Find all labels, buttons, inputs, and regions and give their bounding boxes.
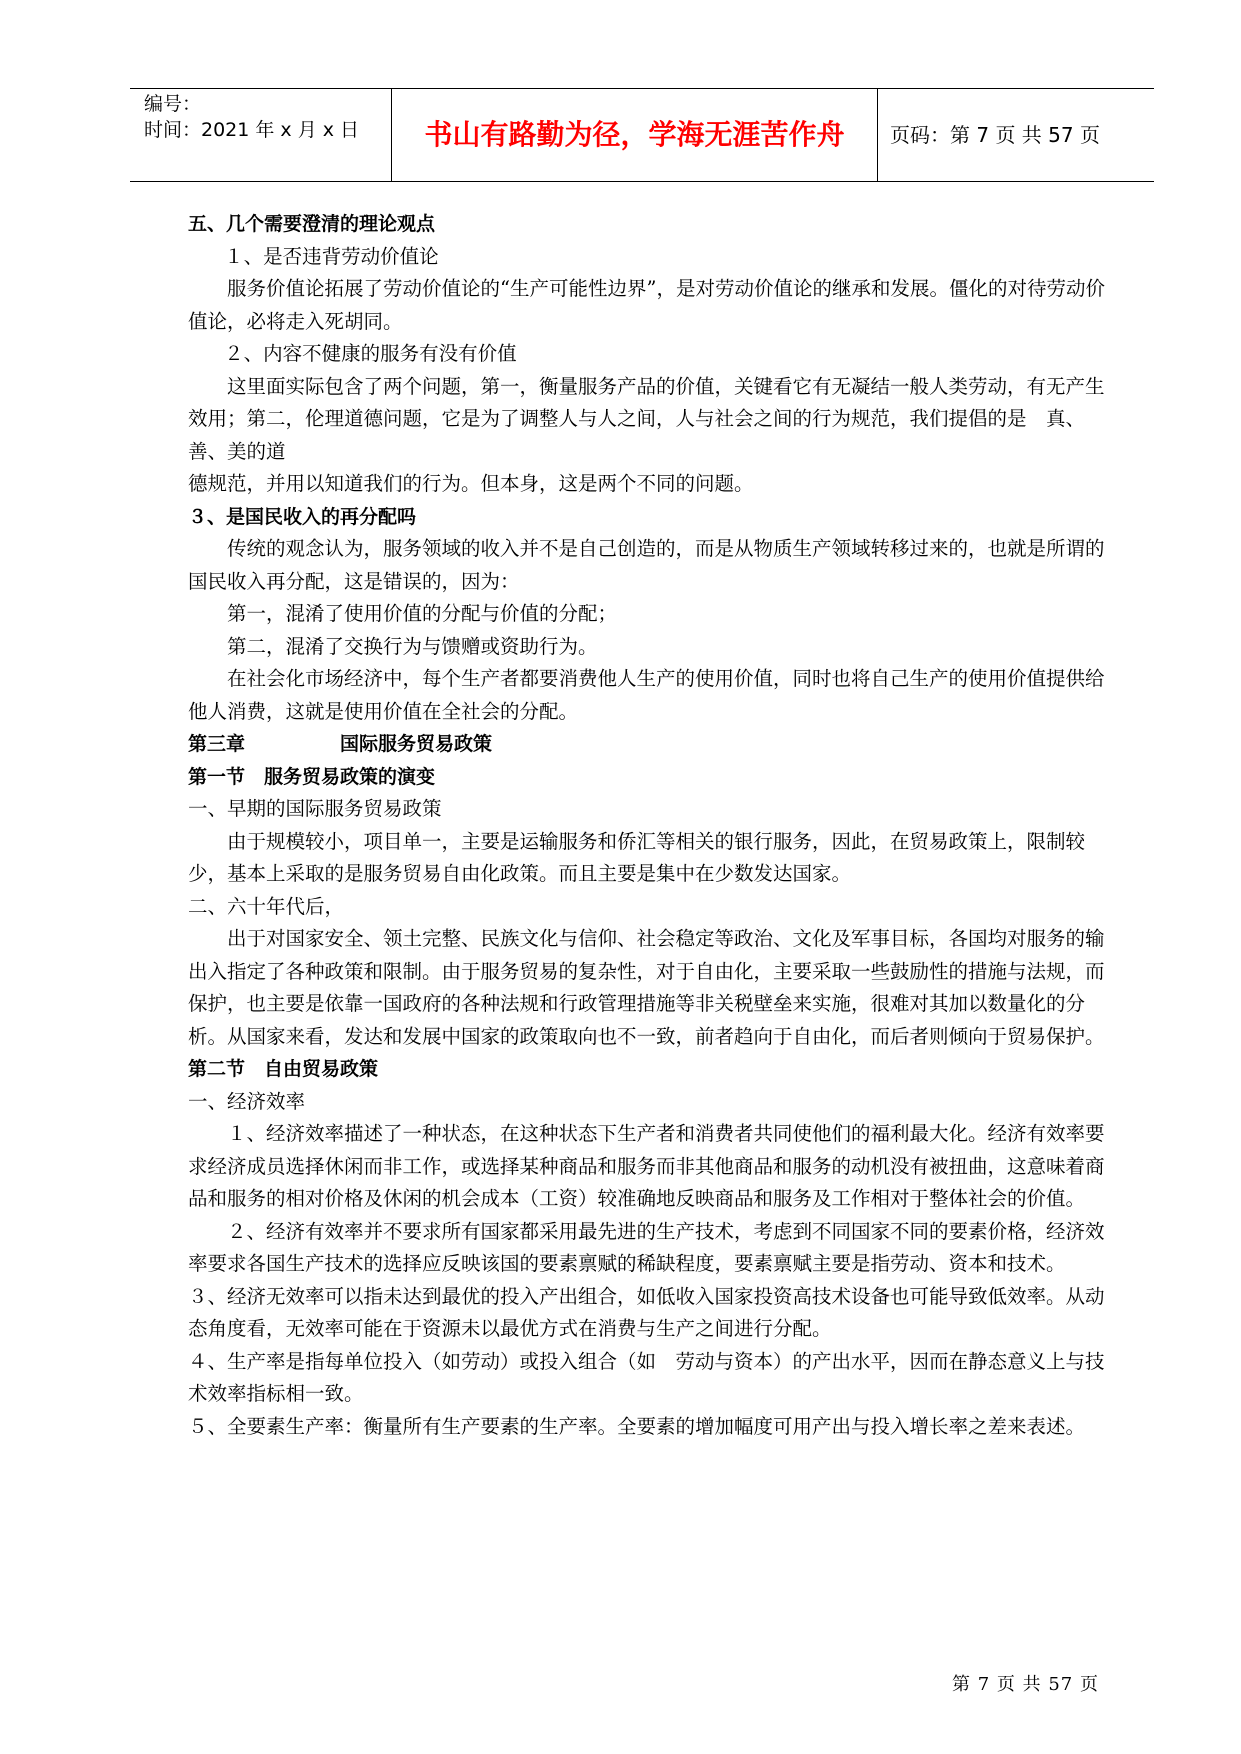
section5-title: 五、几个需要澄清的理论观点 — [188, 213, 436, 235]
ch3-s1-point2-title: 二、六十年代后， — [188, 894, 345, 918]
page-footer: 第 7 页 共 57 页 — [952, 1674, 1099, 1695]
q3-title: ３、是国民收入的再分配吗 — [188, 505, 417, 528]
q2-title: ２、内容不健康的服务有没有价值 — [224, 342, 517, 365]
chapter3-label: 第三章 — [188, 733, 246, 755]
efficiency-item-5: ５、全要素生产率：衡量所有生产要素的生产率。全要素的增加幅度可用产出与投入增长率之差来表述。 — [188, 1414, 1086, 1438]
efficiency-item-4: ４、生产率是指每单位投入（如劳动）或投入组合（如 劳动与资本）的产出水平，因而在静态意义上与技术效率指标相一致。 — [188, 1349, 1105, 1405]
header-page-label: 页码：第 7 页 共 57 页 — [890, 123, 1100, 147]
ch3-s1-point1-title: 一、早期的国际服务贸易政策 — [188, 797, 442, 820]
ch3-s1-point2-body: 出于对国家安全、领土完整、民族文化与信仰、社会稳定等政治、文化及军事目标，各国均对服务的输出入指定了各种政策和限制。由于服务贸易的复杂性，对于自由化，主要采取一些鼓励性的措施与法规，而保护，也主要是依靠一国政府的各种法规和行政管理措施等非关税壁垒来实施，很难对其加以数量化的分析。从国家来看，发达和发展中国家的政策取向也不一致，前者趋向于自由化，而后者则倾向于贸易保护。 — [188, 927, 1105, 1048]
q2-body-b: 德规范，并用以知道我们的行为。但本身，这是两个不同的问题。 — [188, 472, 754, 495]
ch3-s1-point1-body: 由于规模较小，项目单一，主要是运输服务和侨汇等相关的银行服务，因此，在贸易政策上，限制较少，基本上采取的是服务贸易自由化政策。而且主要是集中在少数发达国家。 — [188, 829, 1086, 885]
q3-body: 传统的观念认为，服务领域的收入并不是自己创造的，而是从物质生产领域转移过来的，也就是所谓的国民收入再分配，这是错误的，因为： — [188, 537, 1105, 593]
efficiency-item-2: ２、经济有效率并不要求所有国家都采用最先进的生产技术，考虑到不同国家不同的要素价格，经济效率要求各国生产技术的选择应反映该国的要素禀赋的稀缺程度，要素禀赋主要是指劳动、资本和技术。 — [188, 1219, 1105, 1275]
ch3-s2-point1-title: 一、经济效率 — [188, 1089, 306, 1113]
header-motto: 书山有路勤为径，学海无涯苦作舟 — [392, 89, 878, 181]
header-meta — [130, 89, 392, 181]
q1-title: １、是否违背劳动价值论 — [224, 244, 439, 268]
efficiency-item-1: １、经济效率描述了一种状态，在这种状态下生产者和消费者共同使他们的福利最大化。经济有效率要求经济成员选择休闲而非工作，或选择某种商品和服务而非其他商品和服务的动机没有被扭曲，这意味着商品和服务的相对价格及休闲的机会成本（工资）较准确地反映商品和服务及工作相对于整体社会的价值。 — [188, 1122, 1105, 1210]
chapter3-heading — [188, 728, 1108, 761]
chapter3-title: 国际服务贸易政策 — [340, 733, 493, 755]
efficiency-item-3: ３、经济无效率可以指未达到最优的投入产出组合，如低收入国家投资高技术设备也可能导致低效率。从动态角度看，无效率可能在于资源未以最优方式在消费与生产之间进行分配。 — [188, 1284, 1105, 1340]
q3-point2: 第二，混淆了交换行为与馈赠或资助行为。 — [227, 634, 598, 658]
document-body — [188, 208, 1108, 1443]
q2-body-a: 这里面实际包含了两个问题，第一，衡量服务产品的价值，关键看它有无凝结一般人类劳动，有无产生效用；第二，伦理道德问题，它是为了调整人与人之间，人与社会之间的行为规范，我们提倡的是 真、善、美的道 — [188, 374, 1105, 463]
q1-body: 服务价值论拓展了劳动价值论的“生产可能性边界”，是对劳动价值论的继承和发展。僵化的对待劳动价值论，必将走入死胡同。 — [188, 277, 1105, 333]
page-header — [130, 88, 1154, 182]
ch3-section1-title: 第一节 服务贸易政策的演变 — [188, 765, 436, 788]
ch3-section2-title: 第二节 自由贸易政策 — [188, 1058, 379, 1080]
header-code-label: 编号： — [144, 93, 202, 115]
q3-point1: 第一，混淆了使用价值的分配与价值的分配； — [227, 602, 618, 625]
header-time-label: 时间：2021 年 x 月 x 日 — [144, 119, 360, 141]
q3-conclusion: 在社会化市场经济中，每个生产者都要消费他人生产的使用价值，同时也将自己生产的使用价值提供给他人消费，这就是使用价值在全社会的分配。 — [188, 667, 1105, 723]
